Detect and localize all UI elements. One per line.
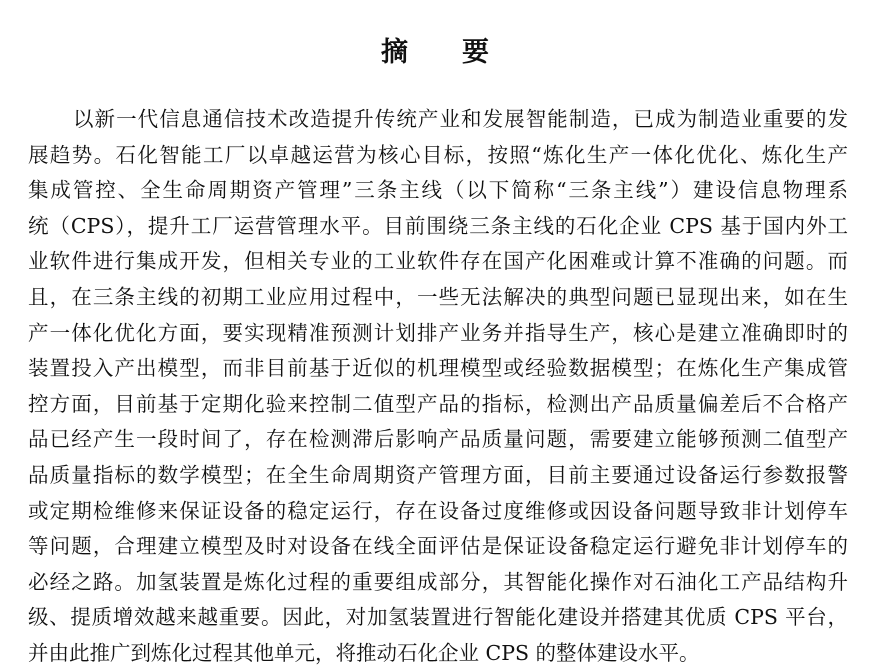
text-line: 必经之路。加氢装置是炼化过程的重要组成部分，其智能化操作对石油化工产品结构升 xyxy=(28,569,848,594)
text-line: 集成管控、全生命周期资产管理”三条主线（以下简称“三条主线”）建设信息物理系 xyxy=(28,178,848,203)
text-line: 级、提质增效越来越重要。因此，对加氢装置进行智能化建设并搭建其优质 CPS 平台， xyxy=(28,605,848,630)
text-line: 装置投入产出模型，而非目前基于近似的机理模型或经验数据模型；在炼化生产集成管 xyxy=(28,356,848,381)
text-line: 等问题，合理建立模型及时对设备在线全面评估是保证设备稳定运行避免非计划停车的 xyxy=(28,534,848,559)
title-char-1: 摘 xyxy=(381,37,408,68)
text-line: 并由此推广到炼化过程其他单元，将推动石化企业 CPS 的整体建设水平。 xyxy=(28,640,700,665)
text-line: 控方面，目前基于定期化验来控制二值型产品的指标，检测出产品质量偏差后不合格产 xyxy=(28,391,848,416)
text-line: 或定期检维修来保证设备的稳定运行，存在设备过度维修或因设备问题导致非计划停车 xyxy=(28,498,848,523)
text-line: 以新一代信息通信技术改造提升传统产业和发展智能制造，已成为制造业重要的发 xyxy=(73,107,848,131)
text-line: 统（CPS），提升工厂运营管理水平。目前围绕三条主线的石化企业 CPS 基于国内外工 xyxy=(28,213,848,238)
text-line: 且，在三条主线的初期工业应用过程中，一些无法解决的典型问题已显现出来，如在生 xyxy=(28,284,848,309)
title-char-2: 要 xyxy=(462,37,489,68)
page-title xyxy=(0,30,870,69)
text-line: 展趋势。石化智能工厂以卓越运营为核心目标，按照“炼化生产一体化优化、炼化生产 xyxy=(28,142,848,167)
text-line: 品质量指标的数学模型；在全生命周期资产管理方面，目前主要通过设备运行参数报警 xyxy=(28,462,848,487)
abstract-paragraph xyxy=(28,102,848,672)
text-line: 品已经产生一段时间了，存在检测滞后影响产品质量问题，需要建立能够预测二值型产 xyxy=(28,427,848,452)
text-line: 产一体化优化方面，要实现精准预测计划排产业务并指导生产，核心是建立准确即时的 xyxy=(28,320,848,345)
text-line: 业软件进行集成开发，但相关专业的工业软件存在国产化困难或计算不准确的问题。而 xyxy=(28,249,848,274)
